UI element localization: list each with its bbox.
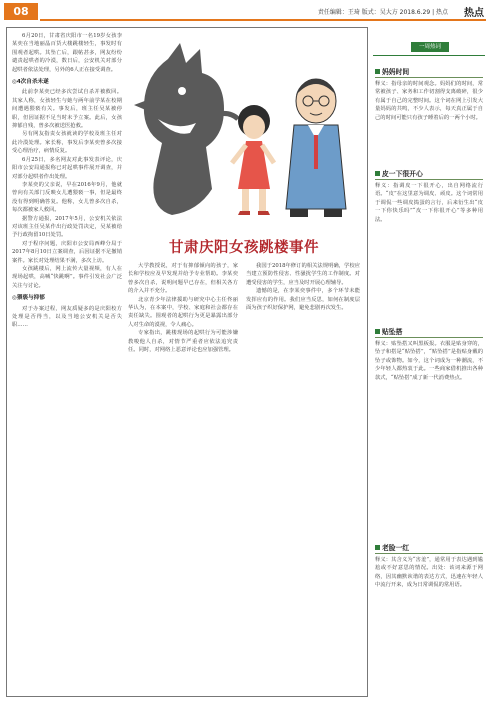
girl-figure-icon bbox=[232, 105, 274, 215]
article-subheading: ◎4次自杀未遂 bbox=[12, 79, 49, 86]
bullet-icon bbox=[375, 69, 380, 74]
page-number: 08 bbox=[4, 3, 38, 20]
hot-word-body: 释义：指调皮一下很开心，出自网络流行语。“皮”在这里意为调皮、顽皮。这个词常用于调侃一些调皮捣蛋的言行，后来衍生出“皮一下你快乐吗”“皮一下你很开心”等多种用法。 bbox=[375, 183, 483, 223]
article-paragraph: 据警方通报，2017年5月，公安机关依法对该班主任吴某作出行政处罚决定，吴某被给予行政拘留10日处罚。 bbox=[12, 215, 122, 239]
article-paragraph: 6月20日，甘肃省庆阳市一名19岁女孩李某奕在当地丽晶百货大楼跳楼轻生，事发时有围观者起哄。其坠亡后，跟帖甚多，网友纷纷谴责起哄者的冷漠，数日后，公安机关对部分起哄者依法处理，另外的6人正在接受调查。 bbox=[12, 33, 122, 73]
bullet-icon bbox=[375, 545, 380, 550]
hot-word-item bbox=[375, 543, 483, 696]
wolf-shadow-icon bbox=[134, 43, 224, 215]
article-subheading: ◎猥亵与抑郁 bbox=[12, 295, 45, 302]
illustration-wolf-girl bbox=[128, 39, 358, 231]
hot-word-body: 释义：其含义为“害羞”，通常用于表达遇到尴尬或不好意思的情况。出处：该词来源于网络，因其幽默诙谐的表达方式，迅速在年轻人中流行开来，成为日常调侃的常用语。 bbox=[375, 557, 483, 589]
article-paragraph: 另有网友指责女孩就读的学校及班主任对此冷漠处理。家长称，事发后李某奕曾多次接受心理治疗，病情反复。 bbox=[12, 131, 122, 155]
article-headline: 甘肃庆阳女孩跳楼事件 bbox=[169, 240, 319, 256]
sidebar-rule bbox=[373, 55, 485, 56]
hot-word-title: 妈妈时间 bbox=[375, 67, 483, 78]
section-name: 热点 bbox=[464, 8, 484, 19]
hot-word-item bbox=[375, 327, 483, 536]
page-header bbox=[0, 0, 490, 22]
article-column-1 bbox=[12, 32, 122, 692]
header-divider bbox=[40, 19, 486, 21]
article-paragraph: 遗憾的是，在李某奕事件中，多个环节未能发挥应有的作用。我们应当反思，如何在制度层面为孩子织好保护网，避免悲剧再次发生。 bbox=[246, 288, 360, 312]
article-paragraph: 对于程序问题，庆阳市公安局西峰分局于2017年8月10日立案调查，后因证据不足撤销案件。家长对处理结果不满，多次上访。 bbox=[12, 240, 122, 264]
article-paragraph: 女孩跳楼后，网上流传大量视频，有人在现场起哄，高喊“快跳啊”。事件引发社会广泛关注与讨论。 bbox=[12, 265, 122, 289]
article-paragraph: 对于办案过程，网友质疑多的是庆阳校方处理是否得当，以及当地公安机关是否失职…… bbox=[12, 305, 122, 329]
hot-word-item bbox=[375, 169, 483, 322]
bullet-icon bbox=[375, 171, 380, 176]
hot-word-title: 贴坠搭 bbox=[375, 327, 483, 338]
article-column-2 bbox=[128, 262, 238, 692]
hot-word-item bbox=[375, 67, 483, 172]
editor-info: 责任编辑：王琦 版式：吴大方 2018.6.29 | 热点 bbox=[317, 9, 448, 16]
man-figure-icon bbox=[286, 79, 346, 217]
article-paragraph: 大学教授说，对于有抑郁倾向的孩子，家长和学校应及早发现并给予专业帮助。李某奕曾多次自杀，说明问题早已存在，但相关各方的介入并不充分。 bbox=[128, 263, 238, 295]
hot-word-body: 释义：贴坠搭又叫黑板报。衣服是贴身穿的，坠子和搭是“贴坠搭”，“贴坠搭”是指贴身戴的坠子或饰物。如今，这个词成为一种潮流，不少年轻人都热衷于此。一些商家借机推出各种款式，“贴坠搭”成了新一代消费热点。 bbox=[375, 341, 483, 381]
hot-word-body: 释义：指母亲的时间观念。妈妈们的时间，常常被孩子、家务和工作切割得支离破碎，很少有属于自己的完整时间。这个词在网上引发大量妈妈的共鸣，不少人表示，每天真正属于自己的时间可能只有孩子睡着后的一两个小时。 bbox=[375, 81, 483, 121]
article-paragraph: 专家指出，跳楼现场的起哄行为可能涉嫌教唆他人自杀，对情节严重者应依法追究责任。同时，对网络上恶意评论也应加强管理。 bbox=[128, 330, 238, 354]
article-paragraph: 北京青少年法律援助与研究中心主任佟丽华认为，在本案中，学校、家庭和社会都存在责任缺失。围观者的起哄行为更是暴露出部分人对生命的漠视，令人痛心。 bbox=[128, 296, 238, 328]
hot-word-title: 皮一下很开心 bbox=[375, 169, 483, 180]
hot-words-sidebar bbox=[373, 27, 485, 697]
sidebar-tag: 一周热词 bbox=[411, 42, 449, 52]
article-paragraph: 此前李某奕已经多次尝试自杀并被救回。其家人称，女孩轻生与她与两年前学某在校期间遭遇猥亵有关。事发后，班主任吴某被停职，但因证据不足当时未予立案。此后，女孩抑郁自残，曾多次被送医抢救。 bbox=[12, 89, 122, 130]
article-paragraph: 李某奕的父亲说，早在2016年9月，他就曾向有关部门反映女儿遭猥亵一事，但是最终没有得到明确答复。他称，女儿曾多次自杀，每次都被家人救回。 bbox=[12, 181, 122, 214]
bullet-icon bbox=[375, 329, 380, 334]
article-column-3 bbox=[246, 262, 360, 692]
article-paragraph: 6月25日，多名网友对此事发表评论，庆阳市公安局通报称已对起哄事件展开调查，并对部分起哄者作出处理。 bbox=[12, 156, 122, 180]
article-paragraph: 我国于2018年修订的相关法规明确，学校应当建立预防性侵害、性骚扰学生的工作制度。对遭受侵害的学生，应当及时开展心理辅导。 bbox=[246, 263, 360, 286]
hot-word-title: 老脸一红 bbox=[375, 543, 483, 554]
